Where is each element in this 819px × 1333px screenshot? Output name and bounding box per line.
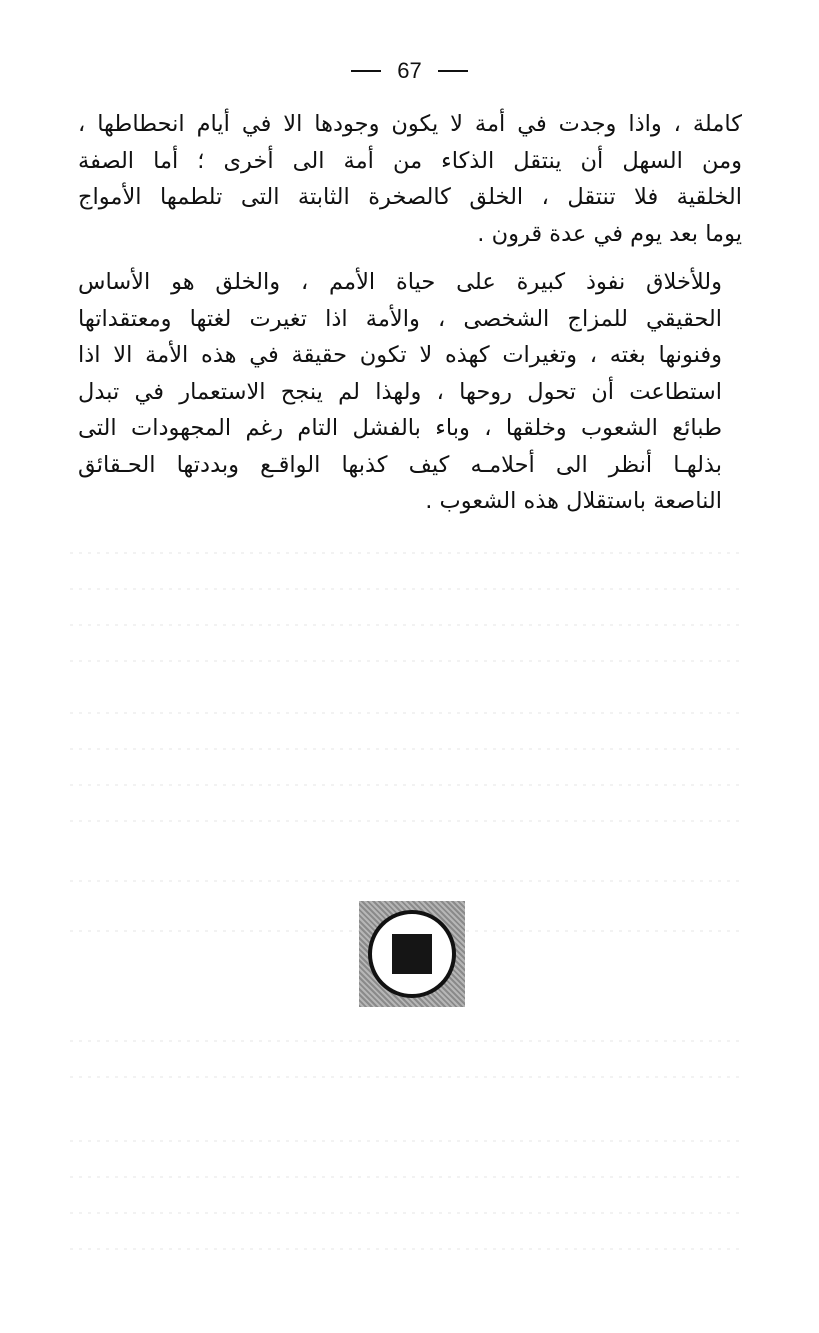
text-line: يوما بعد يوم في عدة قرون .	[477, 220, 742, 247]
bleed-through-mark	[70, 820, 740, 822]
right-dash	[438, 70, 468, 72]
text-line: كاملة ، واذا وجدت في أمة لا يكون وجودها الا في أيام انحطاطها ،	[78, 111, 742, 137]
bleed-through-mark	[70, 880, 740, 882]
bleed-through-mark	[70, 1176, 740, 1178]
text-line: بذلهـا أنظر الى أحلامـه كيف كذبها الواقـع وبددتها الحـقائق	[78, 451, 722, 478]
bleed-through-mark	[70, 624, 740, 626]
text-line: ومن السهل أن ينتقل الذكاء من أمة الى أخرى ؛ أما الصفة	[78, 147, 742, 174]
text-line: طبائع الشعوب وخلقها ، وباء بالفشل التام رغم المجهودات التى	[78, 415, 722, 441]
bleed-through-mark	[70, 1212, 740, 1214]
page-number-header	[0, 58, 819, 84]
text-line: الحقيقي للمزاج الشخصى ، والأمة اذا تغيرت لغتها ومعتقداتها	[78, 305, 722, 332]
bleed-through-mark	[70, 588, 740, 590]
bleed-through-mark	[70, 1076, 740, 1078]
bleed-through-mark	[70, 552, 740, 554]
page-number: 67	[397, 58, 422, 83]
body-text	[78, 106, 742, 520]
text-line: الناصعة باستقلال هذه الشعوب .	[425, 488, 722, 514]
left-dash	[351, 70, 381, 72]
bleed-through-mark	[70, 712, 740, 714]
stop-icon	[359, 901, 465, 1007]
bleed-through-mark	[70, 748, 740, 750]
bleed-through-mark	[70, 660, 740, 662]
paragraph-1	[78, 106, 742, 252]
text-line: وفنونها بغته ، وتغيرات كهذه لا تكون حقيقة في هذه الأمة الا اذا	[78, 342, 722, 368]
stop-square	[392, 934, 432, 974]
bleed-through-mark	[70, 1248, 740, 1250]
bleed-through-mark	[70, 1040, 740, 1042]
text-line: الخلقية فلا تنتقل ، الخلق كالصخرة الثابتة التى تلطمها الأمواج	[78, 184, 742, 210]
paragraph-2	[78, 264, 742, 520]
bleed-through-mark	[70, 1140, 740, 1142]
text-line: استطاعت أن تحول روحها ، ولهذا لم ينجح الاستعمار في تبدل	[78, 378, 722, 405]
stop-circle	[368, 910, 456, 998]
text-line: وللأخلاق نفوذ كبيرة على حياة الأمم ، والخلق هو الأساس	[78, 269, 722, 295]
bleed-through-mark	[70, 784, 740, 786]
